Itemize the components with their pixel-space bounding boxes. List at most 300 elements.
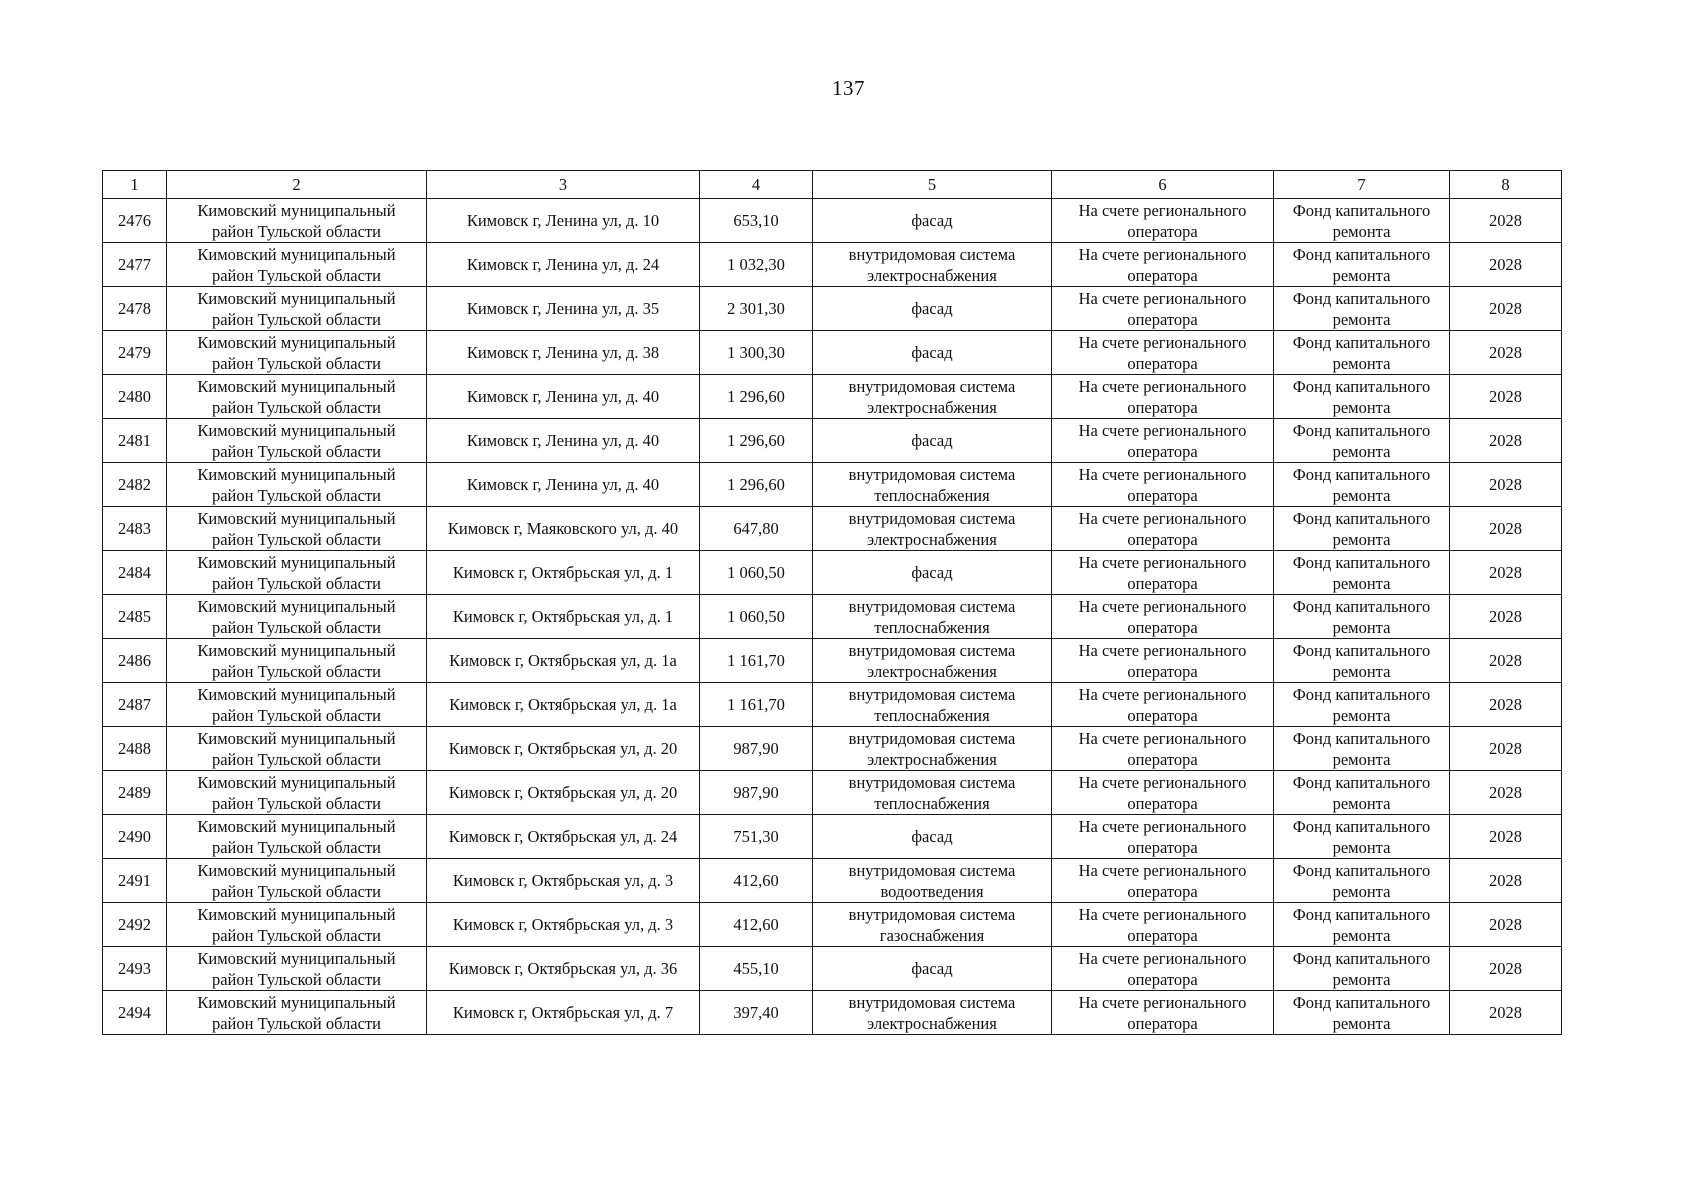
account-cell [1052, 243, 1274, 287]
fund-cell [1274, 287, 1450, 331]
account-cell-line: На счете регионального [1078, 772, 1247, 792]
account-cell-line: На счете регионального [1078, 640, 1247, 660]
work-type-cell-line: теплоснабжения [874, 793, 990, 813]
account-cell [1052, 199, 1274, 243]
municipality-cell-line: район Тульской области [211, 441, 381, 461]
work-type-cell-line: внутридомовая система [848, 508, 1016, 528]
municipality-cell-line: район Тульской области [211, 485, 381, 505]
address-cell: Кимовск г, Ленина ул, д. 10 [427, 199, 700, 243]
account-cell [1052, 903, 1274, 947]
address-cell: Кимовск г, Ленина ул, д. 35 [427, 287, 700, 331]
address-cell: Кимовск г, Октябрьская ул, д. 24 [427, 815, 700, 859]
account-cell-line: оператора [1127, 881, 1198, 901]
account-cell-line: На счете регионального [1078, 508, 1247, 528]
fund-cell-line: Фонд капитального [1292, 508, 1431, 528]
fund-cell [1274, 991, 1450, 1035]
address-cell: Кимовск г, Ленина ул, д. 40 [427, 463, 700, 507]
municipality-cell [167, 331, 427, 375]
municipality-cell [167, 727, 427, 771]
table-row [103, 287, 1562, 331]
work-type-cell-line: теплоснабжения [874, 617, 990, 637]
work-type-cell-line: внутридомовая система [848, 244, 1016, 264]
row-number: 2493 [103, 947, 167, 991]
table-row [103, 243, 1562, 287]
fund-cell-line: Фонд капитального [1292, 288, 1431, 308]
address-cell: Кимовск г, Маяковского ул, д. 40 [427, 507, 700, 551]
row-number: 2482 [103, 463, 167, 507]
table-row [103, 507, 1562, 551]
work-type-cell [813, 243, 1052, 287]
year-cell: 2028 [1450, 771, 1562, 815]
account-cell-line: оператора [1127, 573, 1198, 593]
table-row [103, 947, 1562, 991]
row-number: 2485 [103, 595, 167, 639]
municipality-cell-line: район Тульской области [211, 837, 381, 857]
area-cell: 412,60 [700, 859, 813, 903]
account-cell-line: На счете регионального [1078, 244, 1247, 264]
year-cell: 2028 [1450, 947, 1562, 991]
fund-cell [1274, 903, 1450, 947]
account-cell-line: На счете регионального [1078, 728, 1247, 748]
column-number: 1 [103, 171, 167, 199]
municipality-cell-line: Кимовский муниципальный [197, 332, 396, 352]
column-number: 5 [813, 171, 1052, 199]
fund-cell-line: Фонд капитального [1292, 684, 1431, 704]
year-cell: 2028 [1450, 287, 1562, 331]
work-type-cell-line: внутридомовая система [848, 904, 1016, 924]
municipality-cell [167, 463, 427, 507]
fund-cell-line: ремонта [1332, 617, 1391, 637]
account-cell [1052, 859, 1274, 903]
account-cell [1052, 771, 1274, 815]
work-type-cell-line: теплоснабжения [874, 485, 990, 505]
municipality-cell-line: Кимовский муниципальный [197, 420, 396, 440]
work-type-cell-line: фасад [911, 827, 953, 846]
fund-cell [1274, 331, 1450, 375]
municipality-cell-line: район Тульской области [211, 969, 381, 989]
work-type-cell-line: фасад [911, 211, 953, 230]
year-cell: 2028 [1450, 199, 1562, 243]
fund-cell [1274, 243, 1450, 287]
column-number: 8 [1450, 171, 1562, 199]
municipality-cell-line: Кимовский муниципальный [197, 508, 396, 528]
account-cell-line: На счете регионального [1078, 684, 1247, 704]
municipality-cell-line: район Тульской области [211, 265, 381, 285]
work-type-cell [813, 859, 1052, 903]
fund-cell-line: ремонта [1332, 837, 1391, 857]
row-number: 2494 [103, 991, 167, 1035]
account-cell-line: оператора [1127, 353, 1198, 373]
area-cell: 653,10 [700, 199, 813, 243]
municipality-cell-line: Кимовский муниципальный [197, 596, 396, 616]
work-type-cell-line: теплоснабжения [874, 705, 990, 725]
area-cell: 751,30 [700, 815, 813, 859]
table-row [103, 639, 1562, 683]
work-type-cell-line: внутридомовая система [848, 464, 1016, 484]
work-type-cell-line: фасад [911, 299, 953, 318]
municipality-cell-line: район Тульской области [211, 617, 381, 637]
year-cell: 2028 [1450, 507, 1562, 551]
table-row [103, 199, 1562, 243]
fund-cell [1274, 595, 1450, 639]
account-cell-line: На счете регионального [1078, 552, 1247, 572]
account-cell-line: На счете регионального [1078, 948, 1247, 968]
account-cell-line: На счете регионального [1078, 992, 1247, 1012]
year-cell: 2028 [1450, 727, 1562, 771]
municipality-cell [167, 507, 427, 551]
municipality-cell [167, 551, 427, 595]
area-cell: 987,90 [700, 727, 813, 771]
fund-cell-line: Фонд капитального [1292, 728, 1431, 748]
work-type-cell-line: электроснабжения [867, 1013, 997, 1033]
work-type-cell [813, 551, 1052, 595]
row-number: 2490 [103, 815, 167, 859]
address-cell: Кимовск г, Октябрьская ул, д. 20 [427, 727, 700, 771]
year-cell: 2028 [1450, 639, 1562, 683]
fund-cell-line: ремонта [1332, 529, 1391, 549]
area-cell: 1 296,60 [700, 419, 813, 463]
fund-cell-line: Фонд капитального [1292, 860, 1431, 880]
address-cell: Кимовск г, Октябрьская ул, д. 3 [427, 859, 700, 903]
address-cell: Кимовск г, Октябрьская ул, д. 20 [427, 771, 700, 815]
work-type-cell [813, 199, 1052, 243]
column-number: 4 [700, 171, 813, 199]
work-type-cell-line: газоснабжения [879, 925, 985, 945]
account-cell-line: оператора [1127, 397, 1198, 417]
address-cell: Кимовск г, Ленина ул, д. 40 [427, 375, 700, 419]
column-number: 3 [427, 171, 700, 199]
address-cell: Кимовск г, Октябрьская ул, д. 7 [427, 991, 700, 1035]
work-type-cell-line: внутридомовая система [848, 596, 1016, 616]
area-cell: 412,60 [700, 903, 813, 947]
year-cell: 2028 [1450, 859, 1562, 903]
account-cell [1052, 463, 1274, 507]
work-type-cell-line: внутридомовая система [848, 992, 1016, 1012]
fund-cell [1274, 463, 1450, 507]
fund-cell-line: ремонта [1332, 969, 1391, 989]
address-cell: Кимовск г, Ленина ул, д. 38 [427, 331, 700, 375]
table-row [103, 859, 1562, 903]
fund-cell-line: Фонд капитального [1292, 244, 1431, 264]
area-cell: 1 060,50 [700, 595, 813, 639]
municipality-cell-line: район Тульской области [211, 353, 381, 373]
page-number: 137 [832, 76, 865, 100]
account-cell-line: На счете регионального [1078, 464, 1247, 484]
fund-cell-line: Фонд капитального [1292, 464, 1431, 484]
address-cell: Кимовск г, Октябрьская ул, д. 3 [427, 903, 700, 947]
fund-cell [1274, 771, 1450, 815]
municipality-cell-line: Кимовский муниципальный [197, 640, 396, 660]
year-cell: 2028 [1450, 463, 1562, 507]
year-cell: 2028 [1450, 243, 1562, 287]
fund-cell-line: ремонта [1332, 793, 1391, 813]
account-cell [1052, 551, 1274, 595]
municipality-cell-line: Кимовский муниципальный [197, 948, 396, 968]
work-type-cell-line: фасад [911, 343, 953, 362]
fund-cell-line: Фонд капитального [1292, 376, 1431, 396]
work-type-cell-line: фасад [911, 959, 953, 978]
row-number: 2477 [103, 243, 167, 287]
work-type-cell [813, 419, 1052, 463]
address-cell: Кимовск г, Ленина ул, д. 24 [427, 243, 700, 287]
account-cell-line: оператора [1127, 793, 1198, 813]
municipality-cell-line: Кимовский муниципальный [197, 728, 396, 748]
account-cell [1052, 331, 1274, 375]
year-cell: 2028 [1450, 551, 1562, 595]
account-cell [1052, 683, 1274, 727]
row-number: 2478 [103, 287, 167, 331]
municipality-cell [167, 683, 427, 727]
area-cell: 1 300,30 [700, 331, 813, 375]
municipality-cell [167, 815, 427, 859]
table-row [103, 375, 1562, 419]
work-type-cell-line: водоотведения [880, 881, 984, 901]
work-type-cell [813, 815, 1052, 859]
row-number: 2480 [103, 375, 167, 419]
work-type-cell-line: внутридомовая система [848, 772, 1016, 792]
area-cell: 1 296,60 [700, 375, 813, 419]
area-cell: 455,10 [700, 947, 813, 991]
row-number: 2492 [103, 903, 167, 947]
fund-cell-line: Фонд капитального [1292, 640, 1431, 660]
municipality-cell [167, 771, 427, 815]
table-row [103, 683, 1562, 727]
account-cell [1052, 947, 1274, 991]
account-cell-line: оператора [1127, 221, 1198, 241]
municipality-cell-line: Кимовский муниципальный [197, 772, 396, 792]
address-cell: Кимовск г, Октябрьская ул, д. 1 [427, 595, 700, 639]
municipality-cell [167, 375, 427, 419]
area-cell: 1 161,70 [700, 683, 813, 727]
municipality-cell-line: район Тульской области [211, 705, 381, 725]
fund-cell-line: Фонд капитального [1292, 200, 1431, 220]
municipality-cell-line: Кимовский муниципальный [197, 816, 396, 836]
address-cell: Кимовск г, Октябрьская ул, д. 36 [427, 947, 700, 991]
year-cell: 2028 [1450, 331, 1562, 375]
fund-cell-line: Фонд капитального [1292, 816, 1431, 836]
year-cell: 2028 [1450, 375, 1562, 419]
account-cell [1052, 595, 1274, 639]
work-type-cell [813, 639, 1052, 683]
account-cell-line: На счете регионального [1078, 332, 1247, 352]
fund-cell-line: ремонта [1332, 1013, 1391, 1033]
fund-cell-line: ремонта [1332, 265, 1391, 285]
table-row [103, 419, 1562, 463]
work-type-cell [813, 331, 1052, 375]
column-number-row [103, 171, 1562, 199]
account-cell-line: оператора [1127, 617, 1198, 637]
fund-cell-line: ремонта [1332, 309, 1391, 329]
account-cell-line: оператора [1127, 661, 1198, 681]
account-cell-line: оператора [1127, 969, 1198, 989]
account-cell [1052, 991, 1274, 1035]
work-type-cell-line: внутридомовая система [848, 376, 1016, 396]
fund-cell [1274, 947, 1450, 991]
work-type-cell-line: внутридомовая система [848, 684, 1016, 704]
fund-cell-line: Фонд капитального [1292, 596, 1431, 616]
municipality-cell-line: район Тульской области [211, 661, 381, 681]
table-row [103, 815, 1562, 859]
address-cell: Кимовск г, Октябрьская ул, д. 1а [427, 639, 700, 683]
fund-cell [1274, 815, 1450, 859]
fund-cell-line: ремонта [1332, 485, 1391, 505]
work-type-cell-line: электроснабжения [867, 661, 997, 681]
area-cell: 1 060,50 [700, 551, 813, 595]
fund-cell-line: Фонд капитального [1292, 948, 1431, 968]
column-number: 2 [167, 171, 427, 199]
account-cell-line: оператора [1127, 925, 1198, 945]
account-cell-line: оператора [1127, 485, 1198, 505]
fund-cell-line: Фонд капитального [1292, 552, 1431, 572]
municipality-cell-line: район Тульской области [211, 793, 381, 813]
account-cell-line: На счете регионального [1078, 860, 1247, 880]
area-cell: 2 301,30 [700, 287, 813, 331]
municipality-cell-line: Кимовский муниципальный [197, 244, 396, 264]
account-cell [1052, 507, 1274, 551]
municipality-cell [167, 639, 427, 683]
account-cell [1052, 419, 1274, 463]
account-cell-line: оператора [1127, 705, 1198, 725]
account-cell-line: оператора [1127, 265, 1198, 285]
table-row [103, 991, 1562, 1035]
account-cell-line: На счете регионального [1078, 288, 1247, 308]
municipality-cell-line: район Тульской области [211, 529, 381, 549]
municipality-cell-line: район Тульской области [211, 397, 381, 417]
fund-cell-line: Фонд капитального [1292, 332, 1431, 352]
fund-cell-line: ремонта [1332, 397, 1391, 417]
column-number: 7 [1274, 171, 1450, 199]
table-row [103, 331, 1562, 375]
municipality-cell-line: Кимовский муниципальный [197, 860, 396, 880]
account-cell-line: оператора [1127, 441, 1198, 461]
fund-cell-line: ремонта [1332, 353, 1391, 373]
fund-cell [1274, 507, 1450, 551]
municipality-cell-line: Кимовский муниципальный [197, 376, 396, 396]
account-cell [1052, 287, 1274, 331]
municipality-cell [167, 595, 427, 639]
fund-cell [1274, 419, 1450, 463]
area-cell: 987,90 [700, 771, 813, 815]
fund-cell [1274, 551, 1450, 595]
municipality-cell-line: Кимовский муниципальный [197, 904, 396, 924]
fund-cell-line: ремонта [1332, 705, 1391, 725]
account-cell-line: На счете регионального [1078, 816, 1247, 836]
work-type-cell [813, 771, 1052, 815]
area-cell: 1 161,70 [700, 639, 813, 683]
row-number: 2476 [103, 199, 167, 243]
municipality-cell-line: район Тульской области [211, 749, 381, 769]
municipality-cell-line: район Тульской области [211, 573, 381, 593]
fund-cell-line: ремонта [1332, 881, 1391, 901]
row-number: 2489 [103, 771, 167, 815]
fund-cell [1274, 375, 1450, 419]
area-cell: 1 296,60 [700, 463, 813, 507]
work-type-cell [813, 947, 1052, 991]
municipality-cell-line: район Тульской области [211, 881, 381, 901]
account-cell-line: оператора [1127, 529, 1198, 549]
account-cell-line: На счете регионального [1078, 376, 1247, 396]
work-type-cell-line: внутридомовая система [848, 640, 1016, 660]
fund-cell [1274, 859, 1450, 903]
work-type-cell-line: электроснабжения [867, 397, 997, 417]
table-row [103, 551, 1562, 595]
row-number: 2487 [103, 683, 167, 727]
work-type-cell-line: внутридомовая система [848, 860, 1016, 880]
year-cell: 2028 [1450, 991, 1562, 1035]
fund-cell-line: Фонд капитального [1292, 904, 1431, 924]
row-number: 2479 [103, 331, 167, 375]
account-cell-line: На счете регионального [1078, 420, 1247, 440]
municipality-cell-line: район Тульской области [211, 1013, 381, 1033]
row-number: 2488 [103, 727, 167, 771]
municipality-cell-line: Кимовский муниципальный [197, 288, 396, 308]
row-number: 2486 [103, 639, 167, 683]
account-cell [1052, 375, 1274, 419]
fund-cell-line: ремонта [1332, 661, 1391, 681]
fund-cell-line: Фонд капитального [1292, 772, 1431, 792]
municipality-cell-line: район Тульской области [211, 309, 381, 329]
work-type-cell [813, 595, 1052, 639]
work-type-cell-line: электроснабжения [867, 265, 997, 285]
column-number: 6 [1052, 171, 1274, 199]
work-type-cell [813, 375, 1052, 419]
fund-cell-line: ремонта [1332, 925, 1391, 945]
address-cell: Кимовск г, Октябрьская ул, д. 1а [427, 683, 700, 727]
work-type-cell [813, 683, 1052, 727]
municipality-cell-line: район Тульской области [211, 925, 381, 945]
account-cell-line: оператора [1127, 749, 1198, 769]
account-cell-line: оператора [1127, 837, 1198, 857]
work-type-cell [813, 727, 1052, 771]
row-number: 2491 [103, 859, 167, 903]
area-cell: 397,40 [700, 991, 813, 1035]
account-cell-line: оператора [1127, 1013, 1198, 1033]
fund-cell-line: Фонд капитального [1292, 992, 1431, 1012]
work-type-cell-line: электроснабжения [867, 529, 997, 549]
account-cell-line: На счете регионального [1078, 200, 1247, 220]
work-type-cell-line: фасад [911, 431, 953, 450]
capital-repair-table [102, 170, 1562, 1035]
municipality-cell [167, 903, 427, 947]
year-cell: 2028 [1450, 683, 1562, 727]
municipality-cell [167, 991, 427, 1035]
account-cell-line: На счете регионального [1078, 596, 1247, 616]
work-type-cell-line: электроснабжения [867, 749, 997, 769]
work-type-cell-line: внутридомовая система [848, 728, 1016, 748]
row-number: 2481 [103, 419, 167, 463]
municipality-cell-line: район Тульской области [211, 221, 381, 241]
fund-cell [1274, 199, 1450, 243]
area-cell: 647,80 [700, 507, 813, 551]
account-cell [1052, 639, 1274, 683]
table-row [103, 463, 1562, 507]
work-type-cell [813, 507, 1052, 551]
address-cell: Кимовск г, Октябрьская ул, д. 1 [427, 551, 700, 595]
fund-cell-line: ремонта [1332, 441, 1391, 461]
municipality-cell [167, 859, 427, 903]
fund-cell-line: ремонта [1332, 573, 1391, 593]
fund-cell-line: ремонта [1332, 221, 1391, 241]
fund-cell [1274, 639, 1450, 683]
work-type-cell [813, 903, 1052, 947]
work-type-cell [813, 991, 1052, 1035]
fund-cell [1274, 683, 1450, 727]
year-cell: 2028 [1450, 815, 1562, 859]
municipality-cell [167, 287, 427, 331]
row-number: 2483 [103, 507, 167, 551]
account-cell [1052, 727, 1274, 771]
table-row [103, 595, 1562, 639]
